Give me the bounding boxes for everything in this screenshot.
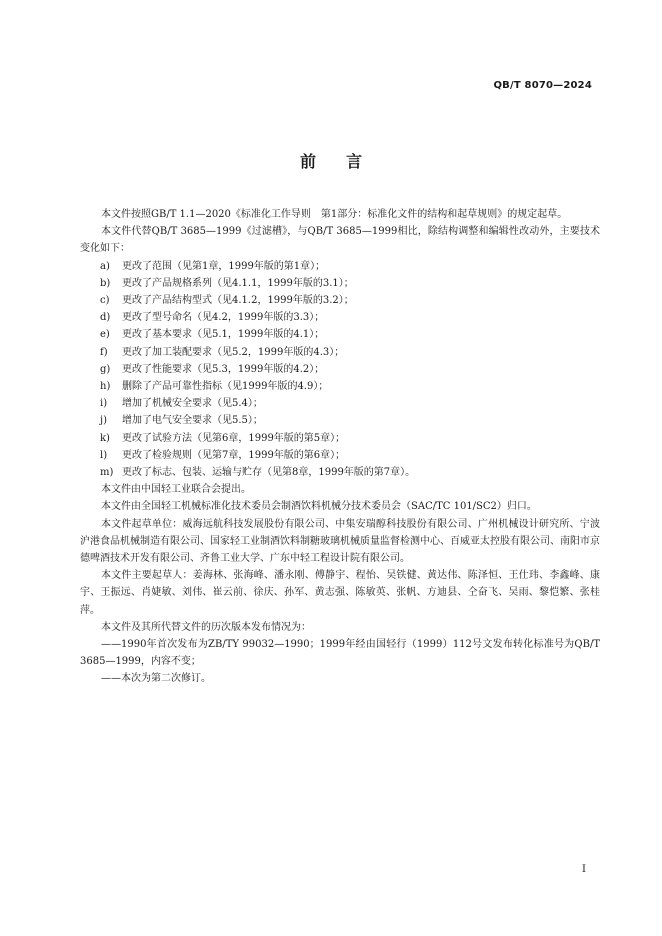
list-text: 更改了加工装配要求（见5.2，1999年版的4.3）； [122, 346, 345, 358]
page-title: 前言 [299, 152, 392, 171]
list-marker: g) [100, 363, 111, 375]
technical-changes-list [80, 258, 600, 482]
committee-paragraph: 本文件由全国轻工机械标准化技术委员会制酒饮料机械分技术委员会（SAC/TC 101/SC2）归口。 [101, 501, 537, 513]
intro-paragraph-2: 本文件代替QB/T 3685—1999《过滤槽》，与QB/T 3685—1999相比，除结构调整和编辑性改动外，主要技术变化如下： [80, 226, 600, 255]
drafting-units-paragraph: 本文件起草单位：威海远航科技发展股份有限公司、中集安瑞醇科技股份有限公司、广州机械设计研究所、宁波沪港食品机械制造有限公司、国家轻工业制酒饮料制糖玻璃机械质量监督检测中心、百威亚太控股有限公司、南阳市京德啤酒技术开发有限公司、齐鲁工业大学、广东中轻工程设计院有限公司。 [80, 518, 600, 565]
list-item [80, 292, 600, 309]
list-marker: c) [100, 295, 110, 307]
list-text: 更改了基本要求（见5.1，1999年版的4.1）； [122, 329, 325, 341]
list-item [80, 378, 600, 395]
list-text: 更改了检验规则（见第7章，1999年版的第6章）； [122, 449, 346, 461]
list-text: 更改了标志、包装、运输与贮存（见第8章，1999年版的第7章）。 [122, 467, 416, 479]
list-text: 更改了性能要求（见5.3，1999年版的4.2）； [122, 363, 325, 375]
list-item [80, 258, 600, 275]
list-text: 删除了产品可靠性指标（见1999年版的4.9）； [122, 381, 329, 393]
list-item [80, 344, 600, 361]
list-marker: b) [100, 277, 111, 289]
list-item [80, 464, 600, 481]
list-marker: k) [100, 432, 110, 444]
standard-number: QB/T 8070—2024 [493, 80, 592, 91]
list-text: 增加了机械安全要求（见5.4）； [122, 398, 263, 410]
list-item [80, 412, 600, 429]
list-marker: l) [100, 449, 108, 461]
list-item [80, 275, 600, 292]
foreword-body [80, 206, 600, 688]
list-item [80, 326, 600, 343]
list-text: 更改了范围（见第1章，1999年版的第1章）； [122, 260, 326, 272]
list-marker: d) [100, 312, 111, 324]
history-item: ——1990年首次发布为ZB/TY 99032—1990；1999年经由国轻行（1999）112号文发布转化标准号为QB/T 3685—1999，内容不变； [80, 639, 600, 668]
list-item [80, 395, 600, 412]
page-number: I [582, 864, 586, 875]
list-item [80, 430, 600, 447]
list-marker: f) [100, 346, 108, 358]
list-marker: m) [100, 467, 114, 479]
proposer-paragraph: 本文件由中国轻工业联合会提出。 [101, 484, 251, 496]
list-text: 更改了产品结构型式（见4.1.2，1999年版的3.2）； [122, 295, 354, 307]
list-marker: h) [100, 381, 111, 393]
history-item: ——本次为第二次修订。 [101, 673, 211, 685]
list-text: 更改了试验方法（见第6章，1999年版的第5章）； [122, 432, 346, 444]
list-marker: i) [100, 398, 108, 410]
list-text: 更改了型号命名（见4.2，1999年版的3.3）； [122, 312, 325, 324]
intro-paragraph-1: 本文件按照GB/T 1.1—2020《标准化工作导则 第1部分：标准化文件的结构和起草规则》的规定起草。 [101, 209, 568, 220]
list-marker: e) [100, 329, 110, 341]
list-text: 更改了产品规格系列（见4.1.1，1999年版的3.1）； [122, 277, 354, 289]
list-item [80, 361, 600, 378]
list-item [80, 309, 600, 326]
list-marker: j) [100, 415, 108, 427]
list-item [80, 447, 600, 464]
drafters-paragraph: 本文件主要起草人：姜海林、张海峰、潘永刚、傅静宇、程怡、吴铁健、黄达伟、陈泽恒、王仕玮、李鑫峰、康宇、王振远、肖婕敏、刘伟、崔云前、徐庆、孙军、黄志强、陈敏英、张帆、方迪县、仝奋飞、吴雨、黎恺繁、张桂萍。 [80, 570, 600, 616]
list-text: 增加了电气安全要求（见5.5）； [122, 415, 263, 427]
history-intro-paragraph: 本文件及其所代替文件的历次版本发布情况为： [101, 621, 311, 633]
list-marker: a) [100, 260, 110, 272]
